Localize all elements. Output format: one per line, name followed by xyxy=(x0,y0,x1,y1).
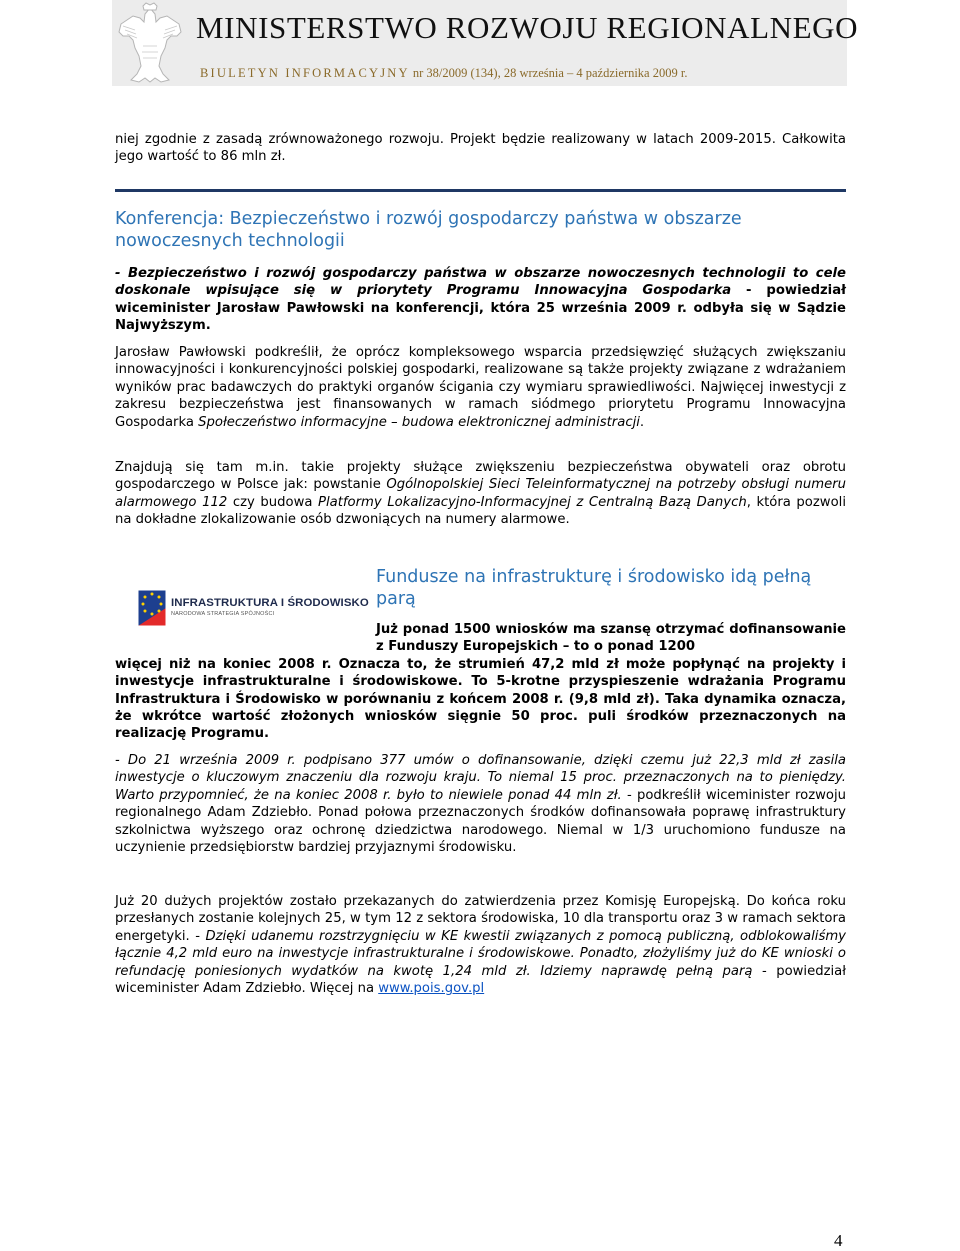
text-run: - powiedział wiceminister Adam Zdziebło. Więcej na xyxy=(115,963,847,997)
text-run: , która pozwoli na dokładne zlokalizowanie osób dzwoniących na numery alarmowe. xyxy=(115,494,846,528)
ministry-title: MINISTERSTWO ROZWOJU REGIONALNEGO xyxy=(196,10,859,45)
article1-paragraph-2 xyxy=(115,459,846,529)
pois-website-link[interactable]: www.pois.gov.pl xyxy=(378,981,485,997)
polish-eagle-emblem-icon xyxy=(113,2,187,86)
article1-title: Konferencja: Bezpieczeństwo i rozwój gospodarczy państwa w obszarze nowoczesnych technologii xyxy=(115,209,742,251)
text-run-italic: Społeczeństwo informacyjne – budowa elektronicznej administracji xyxy=(198,414,640,430)
article1-lead-rest: - powiedział wiceminister Jarosław Pawłowski na konferencji, która 25 września 2009 r. odbyła się w Sądzie Najwyższym. xyxy=(115,283,846,334)
logo-caption xyxy=(171,597,371,617)
text-run: - podkreślił wiceminister rozwoju regionalnego Adam Zdziebło. Ponad połowa przeznaczonych środków dofinansowała poprawę infrastruktury szkolnictwa wyższego oraz ochronę dziedzictwa narodowego. Niemal w 1/3 uruchomiono fundusze na uczynienie przedsiębiorstw bardziej przyjaznymi środowisku. xyxy=(115,787,846,856)
article1-lead xyxy=(115,265,846,335)
text-run-italic: - Do 21 września 2009 r. podpisano 377 umów o dofinansowanie, dzięki czemu już 22,3 mld zł zasila inwestycje o kluczowym znaczeniu dla rozwoju kraju. To niemal 15 proc. przeznaczonych na to pieniędzy. Warto przypomnieć, że na koniec 2008 r. było to niewiele ponad 44 mln zł. xyxy=(115,753,846,803)
article2-paragraph-2 xyxy=(115,893,846,997)
logo-name: INFRASTRUKTURA I ŚRODOWISKO xyxy=(171,597,369,609)
text-run: Już 20 dużych projektów zostało przekazanych do zatwierdzenia przez Komisję Europejską. Do końca roku przesłanych zostanie kolejnych 25, w tym 12 z sektora środowiska, 10 dla transportu oraz 3 w ramach sektora energetyki. - xyxy=(115,894,846,944)
article2-title: Fundusze na infrastrukturę i środowisko idą pełną parą xyxy=(376,567,812,609)
article2-lead-first: Już ponad 1500 wniosków ma szansę otrzymać dofinansowanie z Funduszy Europejskich – to o ponad 1200 xyxy=(376,622,846,655)
article2-lead xyxy=(115,621,846,743)
text-run: Jarosław Pawłowski podkreślił, że oprócz kompleksowego wsparcia przedsięwzięć służących zwiększaniu innowacyjności i konkurencyjności polskiej gospodarki, realizowane są także projekty związane z wdrażaniem wyników prac badawczych do praktyki organów ścigania czy wymiaru sprawiedliwości. Najwięcej inwestycji z zakresu bezpieczeństwa jest finansowanych w ramach siódmego priorytetu Programu Innowacyjna Gospodarka xyxy=(115,345,846,430)
article1-paragraph-1 xyxy=(115,344,846,431)
text-run: czy budowa xyxy=(227,494,319,510)
article1-lead-quote: - Bezpieczeństwo i rozwój gospodarczy państwa w obszarze nowoczesnych technologii to cele doskonale wpisujące się w priorytety Programu Innowacyjna Gospodarka xyxy=(115,266,846,299)
text-run-italic: Ogólnopolskiej Sieci Teleinformatycznej na potrzeby obsługi numeru alarmowego 112 xyxy=(115,477,846,510)
text-run: Znajdują się tam m.in. takie projekty służące zwiększeniu bezpieczeństwa obywateli oraz obrotu gospodarczego w Polsce jak: powstanie xyxy=(115,460,846,493)
page-number: 4 xyxy=(834,1231,843,1250)
text-run: . xyxy=(639,414,645,430)
section-divider xyxy=(115,189,846,192)
logo-subtitle: NARODOWA STRATEGIA SPÓJNOŚCI xyxy=(171,611,275,617)
article2-paragraph-1 xyxy=(115,752,846,856)
intro-paragraph: niej zgodnie z zasadą zrównoważonego rozwoju. Projekt będzie realizowany w latach 2009-2015. Całkowita jego wartość to 86 mln zł. xyxy=(115,132,846,165)
text-run-italic: Platformy Lokalizacyjno-Informacyjnej z Centralną Bazą Danych xyxy=(318,494,747,510)
text-run-italic: Dzięki udanemu rozstrzygnięciu w KE kwestii związanych z pomocą publiczną, odblokowaliśmy łącznie 4,2 mld euro na inwestycje infrastrukturalne i środowiskowe. Ponadto, złożyliśmy już do KE wnioski o refundację poniesionych wydatków na kwotę 1,24 mld zł. Idziemy naprawdę pełną parą xyxy=(115,928,846,979)
article2-lead-rest: więcej niż na koniec 2008 r. Oznacza to, że strumień 47,2 mld zł może popłynąć na projekty i inwestycje infrastrukturalne i środowiskowe. To 5-krotne przyspieszenie wdrażania Programu Infrastruktura i Środowisko w porównaniu z końcem 2008 r. (9,8 mld zł). Taka dynamika oznacza, że wkrótce wartość złożonych wniosków sięgnie 50 proc. puli środków przeznaczonych na realizację Programu. xyxy=(115,656,846,742)
bulletin-issue: nr 38/2009 (134), 28 września – 4 października 2009 r. xyxy=(412,66,688,80)
bulletin-line xyxy=(200,66,840,81)
bulletin-label: BIULETYN INFORMACYJNY xyxy=(200,66,410,80)
